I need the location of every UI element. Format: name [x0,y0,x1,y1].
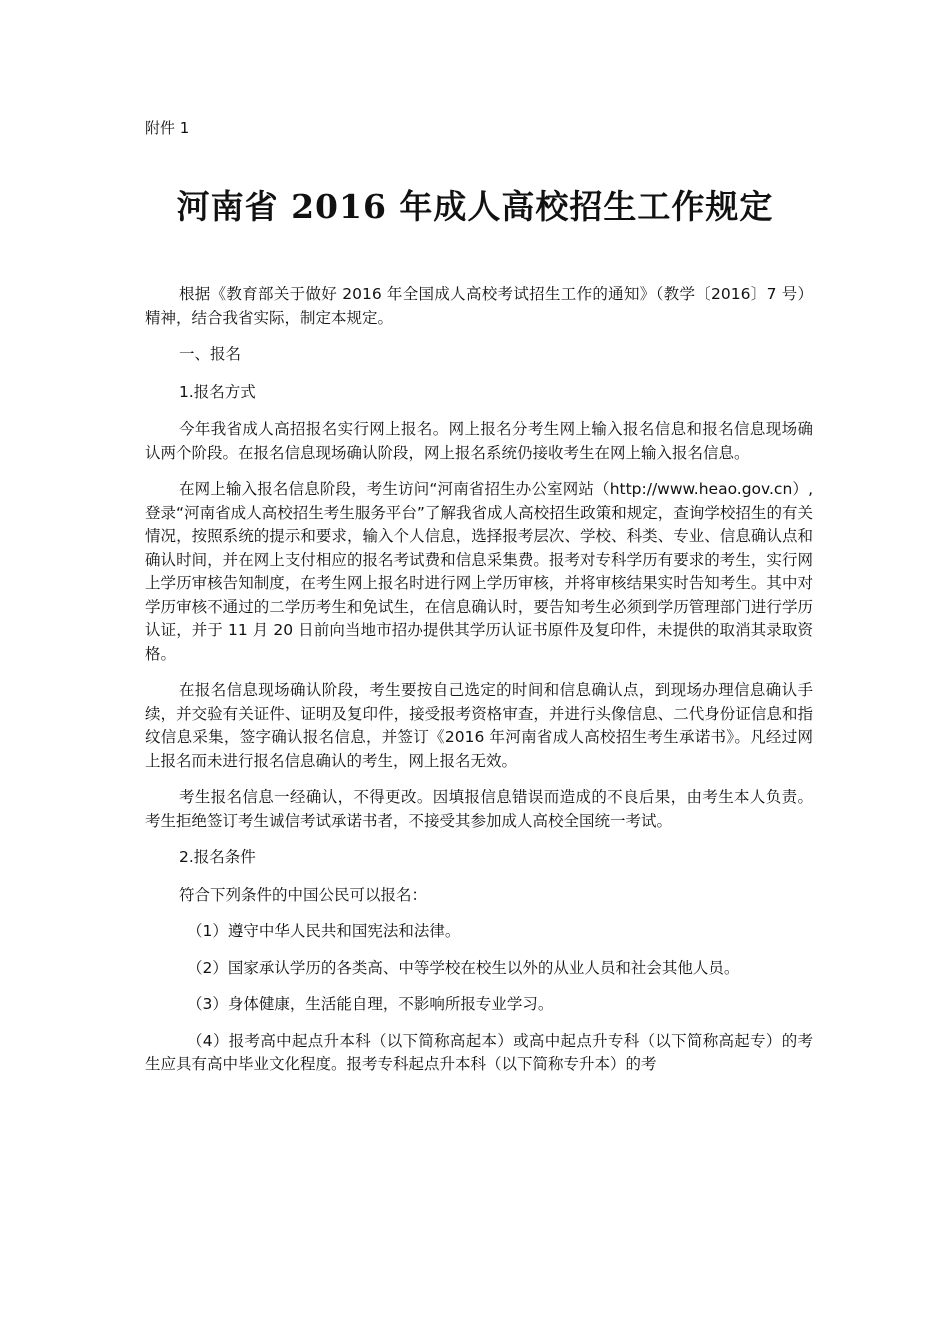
subsection-heading-method: 1.报名方式 [179,382,256,401]
paragraph-online-registration: 今年我省成人高招报名实行网上报名。网上报名分考生网上输入报名信息和报名信息现场确认两个阶段。在报名信息现场确认阶段，网上报名系统仍接收考生在网上输入报名信息。 [145,420,813,462]
intro-paragraph: 根据《教育部关于做好 2016 年全国成人高校考试招生工作的通知》（教学〔2016〕7 号）精神，结合我省实际，制定本规定。 [145,285,813,327]
section-heading-registration: 一、报名 [179,345,242,363]
paragraph-online-input-stage: 在网上输入报名信息阶段，考生访问“河南省招生办公室网站（http://www.heao.gov.cn）,登录“河南省成人高校招生考生服务平台”了解我省成人高校招生政策和规定，查询学校招生的有关情况，按照系统的提示和要求，输入个人信息，选择报考层次、学校、科类、专业、信息确认点和确认时间，并在网上支付相应的报名考试费和信息采集费。报考对专科学历有要求的考生，实行网上学历审核告知制度，在考生网上报名时进行网上学历审核，并将审核结果实时告知考生。其中对学历审核不通过的二学历考生和免试生，在信息确认时，要告知考生必须到学历管理部门进行学历认证，并于 11 月 20 日前向当地市招办提供其学历认证书原件及复印件，未提供的取消其录取资格。 [145,480,813,663]
paragraph-eligibility-intro: 符合下列条件的中国公民可以报名： [179,885,428,904]
paragraph-onsite-confirmation: 在报名信息现场确认阶段，考生要按自己选定的时间和信息确认点，到现场办理信息确认手续，并交验有关证件、证明及复印件，接受报考资格审查，并进行头像信息、二代身份证信息和指纹信息采集，签字确认报名信息，并签订《2016 年河南省成人高校招生考生承诺书》。凡经过网上报名而未进行报名信息确认的考生，网上报名无效。 [145,681,813,770]
condition-item-4: （4）报考高中起点升本科（以下简称高起本）或高中起点升专科（以下简称高起专）的考生应具有高中毕业文化程度。报考专科起点升本科（以下简称专升本）的考 [145,1031,813,1073]
document-body [145,283,813,1090]
condition-item-3: （3）身体健康，生活能自理，不影响所报专业学习。 [187,995,554,1013]
attachment-label: 附件 1 [145,119,190,137]
subsection-heading-conditions: 2.报名条件 [179,848,256,866]
paragraph-no-changes: 考生报名信息一经确认，不得更改。因填报信息错误而造成的不良后果，由考生本人负责。考生拒绝签订考生诚信考试承诺书者，不接受其参加成人高校全国统一考试。 [145,788,813,830]
condition-item-2: （2）国家承认学历的各类高、中等学校在校生以外的从业人员和社会其他人员。 [187,958,740,977]
document-title: 河南省 2016 年成人高校招生工作规定 [176,187,774,226]
condition-item-1: （1）遵守中华人民共和国宪法和法律。 [187,922,461,940]
